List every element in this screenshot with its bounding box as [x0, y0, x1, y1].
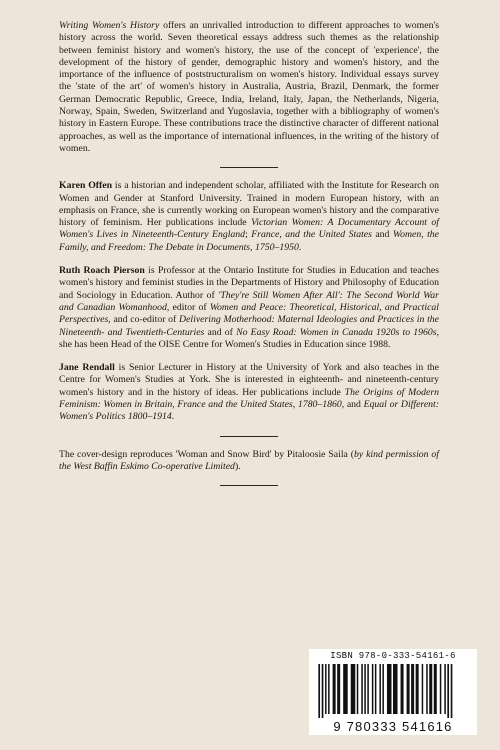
- isbn-barcode: [309, 649, 477, 735]
- barcode-bars-icon: [315, 664, 471, 718]
- cover-design-note: The cover-design reproduces 'Woman and Snow Bird' by Pitaloosie Saila (by kind permission of the West Baffin Eskimo Co-operative Limited).: [59, 448, 439, 472]
- author-name: Ruth Roach Pierson: [59, 265, 145, 277]
- bio-jane-rendall: Jane Rendall is Senior Lecturer in History at the University of York and also teaches in the Centre for Women's Studies at York. She is interested in eighteenth- and nineteenth-century women's history and in the history of ideas. Her publications include The Origins of Modern Feminism: Women in Britain, France and the United States, 1780–1860, and Equal or Different: Women's Politics 1800–1914.: [59, 362, 440, 423]
- author-name: Karen Offen: [59, 180, 113, 192]
- author-name: Jane Rendall: [59, 362, 115, 374]
- bio-karen-offen: Karen Offen is a historian and independent scholar, affiliated with the Institute for Research on Women and Gender at Stanford University. Trained in modern European history, with an emphasis on France, she is currently working on European women's history and the comparative history of feminism. Her publications include Victorian Women: A Documentary Account of Women's Lives in Nineteenth-Century England; France, and the United States and Women, the Family, and Freedom: The Debate in Documents, 1750–1950.: [59, 180, 440, 253]
- book-title: Writing Women's History: [59, 20, 160, 31]
- divider-rule: [220, 436, 278, 437]
- divider-rule: [220, 167, 278, 168]
- isbn-text: ISBN 978-0-333-54161-6: [330, 651, 456, 661]
- divider-rule: [220, 485, 278, 486]
- bio-ruth-roach-pierson: Ruth Roach Pierson is Professor at the Ontario Institute for Studies in Education and teaches women's history and feminist studies in the Departments of History and Philosophy of Education and Sociology in Education. Author of 'They're Still Women After All': The Second World War and Canadian Womanhood, editor of Women and Peace: Theoretical, Historical, and Practical Perspectives, and co-editor of Delivering Motherhood: Maternal Ideologies and Practices in the Nineteenth- and Twentieth-Centuries and of No Easy Road: Women in Canada 1920s to 1960s, she has been Head of the OISE Centre for Women's Studies in Education since 1988.: [59, 265, 439, 350]
- blurb-paragraph: Writing Women's History offers an unrivalled introduction to different approaches to women's history across the world. Seven theoretical essays address such themes as the relationship between feminist history and women's history, the use of the concept of 'experience', the development of the history of gender, demographic history and women's history, and the importance of the influence of poststructuralism on women's history. Individual essays survey the 'state of the art' of women's history in Australia, Austria, Brazil, Denmark, the former German Democratic Republic, Greece, India, Ireland, Italy, Japan, the Netherlands, Nigeria, Norway, Spain, Sweden, Switzerland and Yugoslavia, together with a bibliography of women's history in Eastern Europe. These contributions trace the distinctive character of different national approaches, as well as the importance of international influences, in the writing of the history of women.: [59, 20, 439, 154]
- ean-digits: 9 780333 541616: [333, 719, 453, 734]
- back-cover-text: [59, 20, 439, 498]
